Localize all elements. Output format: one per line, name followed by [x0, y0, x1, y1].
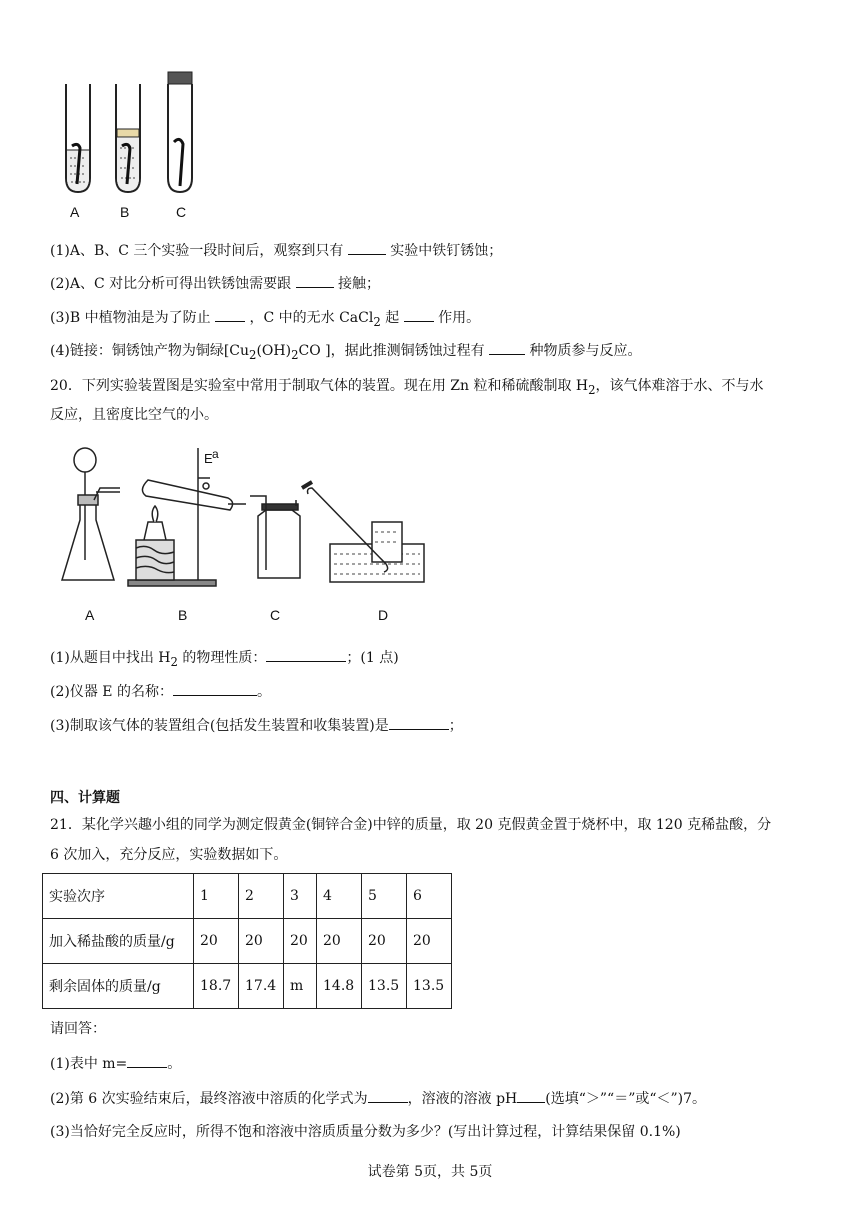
- table-cell: 6: [407, 874, 452, 919]
- table-cell: 5: [362, 874, 407, 919]
- answer-blank[interactable]: [173, 681, 257, 696]
- apparatus-b: [128, 448, 246, 586]
- q20-part-3: (3)制取该气体的装置组合(包括发生装置和收集装置)是 ；: [50, 715, 463, 736]
- figure-label-a-pointer: a: [212, 447, 219, 461]
- table-cell: 1: [194, 874, 239, 919]
- q19-part-4: (4)链接：铜锈蚀产物为铜绿[$Cu_2(OH)_2CO$ ]，据此推测铜锈蚀过程有 种物质参与反应。: [50, 340, 642, 365]
- q20-stem-line-2: 反应，且密度比空气的小。: [50, 407, 218, 423]
- table-cell: 3: [284, 874, 317, 919]
- figure-label-c: C: [176, 204, 187, 220]
- answer-blank[interactable]: [489, 340, 525, 355]
- table-cell: 4: [317, 874, 362, 919]
- answer-blank[interactable]: [389, 715, 449, 730]
- figure-label-a: A: [85, 607, 95, 623]
- table-cell: 20: [362, 919, 407, 964]
- table-cell: 2: [239, 874, 284, 919]
- figure-label-c: C: [270, 607, 281, 623]
- section-title: 四、计算题: [50, 790, 120, 806]
- test-tube-a: [66, 84, 90, 192]
- answer-blank[interactable]: [127, 1053, 167, 1068]
- answer-blank[interactable]: [215, 307, 245, 322]
- answer-blank[interactable]: [348, 240, 386, 255]
- experiment-data-table: [42, 873, 452, 1009]
- q21-prompt: 请回答：: [50, 1021, 106, 1037]
- q21-part-3: (3)当恰好完全反应时，所得不饱和溶液中溶质质量分数为多少？(写出计算过程，计算结果保留 0.1%): [50, 1124, 681, 1140]
- table-row: [43, 874, 452, 919]
- figure-label-d: D: [378, 607, 389, 623]
- table-cell: 20: [194, 919, 239, 964]
- answer-blank[interactable]: [296, 273, 334, 288]
- figure-label-e: E: [204, 451, 213, 466]
- table-cell: 13.5: [362, 964, 407, 1009]
- page-footer: 试卷第 5页，共 5页: [367, 1164, 493, 1180]
- table-row: [43, 964, 452, 1009]
- apparatus-figure: [50, 440, 430, 600]
- table-cell: m: [284, 964, 317, 1009]
- table-cell: 14.8: [317, 964, 362, 1009]
- apparatus-d: [302, 482, 424, 582]
- q21-stem-line-2: 6 次加入，充分反应，实验数据如下。: [50, 847, 288, 863]
- figure-label-b: B: [178, 607, 188, 623]
- figure-label-b: B: [120, 204, 130, 220]
- table-cell: 加入稀盐酸的质量/g: [43, 919, 194, 964]
- q19-part-1: (1)A、B、C 三个实验一段时间后，观察到只有 实验中铁钉锈蚀；: [50, 240, 502, 261]
- answer-blank[interactable]: [517, 1088, 545, 1103]
- table-cell: 剩余固体的质量/g: [43, 964, 194, 1009]
- table-cell: 18.7: [194, 964, 239, 1009]
- table-cell: 20: [284, 919, 317, 964]
- test-tube-c: [168, 72, 192, 192]
- answer-blank[interactable]: [266, 647, 346, 662]
- test-tube-figure: [50, 66, 210, 196]
- q20-part-1: (1)从题目中找出 $H_2$ 的物理性质： ；(1 点): [50, 647, 399, 672]
- test-tube-b: [116, 84, 140, 192]
- figure-label-a: A: [70, 204, 80, 220]
- table-cell: 17.4: [239, 964, 284, 1009]
- table-cell: 20: [239, 919, 284, 964]
- q20-part-2: (2)仪器 E 的名称： 。: [50, 681, 271, 702]
- apparatus-c: [250, 496, 300, 578]
- answer-blank[interactable]: [404, 307, 434, 322]
- q20-stem-line-1: 20．下列实验装置图是实验室中常用于制取气体的装置。现在用 Zn 粒和稀硫酸制取 $H_2$，该气体难溶于水、不与水: [50, 378, 764, 397]
- table-row: [43, 919, 452, 964]
- table-cell: 20: [317, 919, 362, 964]
- table-cell: 20: [407, 919, 452, 964]
- q19-part-2: (2)A、C 对比分析可得出铁锈蚀需要跟 接触；: [50, 273, 380, 294]
- table-cell: 实验次序: [43, 874, 194, 919]
- table-cell: 13.5: [407, 964, 452, 1009]
- q21-part-2: (2)第 6 次实验结束后，最终溶液中溶质的化学式为 ，溶液的溶液 pH (选填“＞”“＝”或“＜”)7。: [50, 1088, 706, 1109]
- q21-part-1: (1)表中 m= 。: [50, 1053, 181, 1074]
- q21-stem-line-1: 21．某化学兴趣小组的同学为测定假黄金(铜锌合金)中锌的质量，取 20 克假黄金置于烧杯中，取 120 克稀盐酸，分: [50, 817, 772, 833]
- q19-part-3: (3)B 中植物油是为了防止 ，C 中的无水 CaCl$_2$ 起 作用。: [50, 307, 480, 332]
- answer-blank[interactable]: [368, 1088, 408, 1103]
- apparatus-a: [62, 448, 120, 580]
